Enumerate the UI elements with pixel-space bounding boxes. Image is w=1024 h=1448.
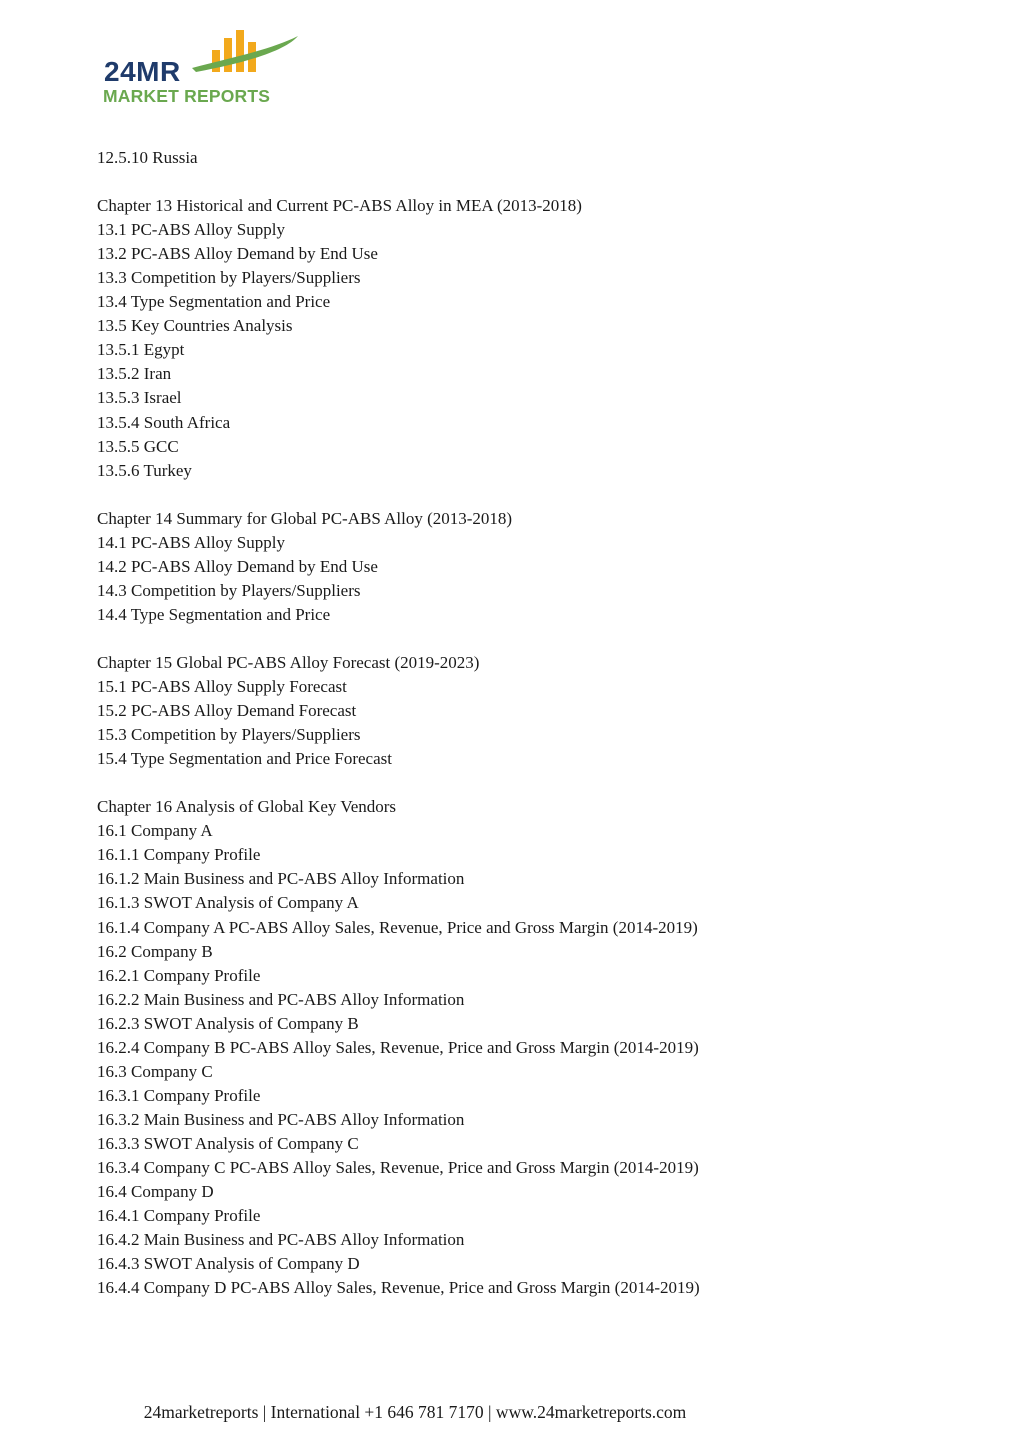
toc-entry: 16.1.4 Company A PC-ABS Alloy Sales, Revenue, Price and Gross Margin (2014-2019)	[97, 917, 698, 937]
toc-entry: 16.3.2 Main Business and PC-ABS Alloy Information	[97, 1109, 465, 1129]
toc-entry: 16.4.4 Company D PC-ABS Alloy Sales, Revenue, Price and Gross Margin (2014-2019)	[97, 1278, 700, 1298]
toc-entry: 16.3 Company C	[97, 1061, 213, 1081]
toc-entry: 16.3.3 SWOT Analysis of Company C	[97, 1133, 359, 1153]
chapter-heading: Chapter 15 Global PC-ABS Alloy Forecast (2019-2023)	[97, 652, 480, 672]
toc-entry: 16.1.2 Main Business and PC-ABS Alloy Information	[97, 869, 465, 889]
toc-entry: 16.4 Company D	[97, 1182, 214, 1202]
blank-line	[97, 483, 957, 507]
logo-text-market-reports: MARKET REPORTS	[103, 86, 271, 106]
toc-entry: 16.2.1 Company Profile	[97, 965, 261, 985]
toc-entry: 16.2 Company B	[97, 941, 213, 961]
toc-entry: 16.2.4 Company B PC-ABS Alloy Sales, Revenue, Price and Gross Margin (2014-2019)	[97, 1037, 699, 1057]
toc-entry: 12.5.10 Russia	[97, 148, 198, 167]
toc-entry: 13.1 PC-ABS Alloy Supply	[97, 220, 285, 240]
toc-entry: 16.2.3 SWOT Analysis of Company B	[97, 1013, 359, 1033]
company-logo	[100, 28, 310, 110]
blank-line	[97, 627, 957, 651]
toc-entry: 16.1.3 SWOT Analysis of Company A	[97, 893, 359, 913]
blank-line	[97, 771, 957, 795]
toc-entry: 13.5.1 Egypt	[97, 340, 185, 360]
chapter-heading: Chapter 13 Historical and Current PC-ABS Alloy in MEA (2013-2018)	[97, 196, 582, 216]
toc-entry: 16.4.1 Company Profile	[97, 1206, 261, 1226]
chapter-heading: Chapter 16 Analysis of Global Key Vendors	[97, 797, 397, 817]
toc-entry: 14.2 PC-ABS Alloy Demand by End Use	[97, 556, 378, 576]
toc-entry: 16.3.1 Company Profile	[97, 1085, 261, 1105]
chapter-heading: Chapter 14 Summary for Global PC-ABS Alloy (2013-2018)	[97, 508, 513, 528]
toc-entry: 15.1 PC-ABS Alloy Supply Forecast	[97, 677, 347, 697]
toc-entry: 16.4.2 Main Business and PC-ABS Alloy Information	[97, 1230, 465, 1250]
toc-entry: 13.5.4 South Africa	[97, 412, 231, 432]
toc-entry: 14.1 PC-ABS Alloy Supply	[97, 532, 285, 552]
toc-entry: 13.3 Competition by Players/Suppliers	[97, 268, 361, 288]
toc-entry: 15.3 Competition by Players/Suppliers	[97, 725, 361, 745]
toc-entry: 14.4 Type Segmentation and Price	[97, 604, 331, 624]
toc-entry: 15.2 PC-ABS Alloy Demand Forecast	[97, 701, 357, 721]
toc-entry: 16.4.3 SWOT Analysis of Company D	[97, 1254, 360, 1274]
toc-entry: 13.5.6 Turkey	[97, 460, 192, 480]
toc-entry: 14.3 Competition by Players/Suppliers	[97, 580, 361, 600]
toc-entry: 13.4 Type Segmentation and Price	[97, 292, 331, 312]
page-footer: 24marketreports | International +1 646 781 7170 | www.24marketreports.com	[143, 1402, 687, 1422]
toc-entry: 16.2.2 Main Business and PC-ABS Alloy Information	[97, 989, 465, 1009]
toc-entry: 13.5.5 GCC	[97, 436, 179, 456]
toc-entry: 13.5.2 Iran	[97, 364, 172, 384]
toc-entry: 16.1.1 Company Profile	[97, 845, 261, 865]
toc-entry: 13.2 PC-ABS Alloy Demand by End Use	[97, 244, 378, 264]
toc-entry: 16.3.4 Company C PC-ABS Alloy Sales, Revenue, Price and Gross Margin (2014-2019)	[97, 1157, 699, 1177]
toc-entry: 16.1 Company A	[97, 821, 213, 841]
table-of-contents	[97, 146, 957, 1300]
blank-line	[97, 170, 957, 194]
toc-entry: 13.5.3 Israel	[97, 388, 182, 408]
toc-entry: 15.4 Type Segmentation and Price Forecast	[97, 749, 392, 769]
logo-text-24mr: 24MR	[104, 56, 181, 87]
toc-entry: 13.5 Key Countries Analysis	[97, 316, 293, 336]
